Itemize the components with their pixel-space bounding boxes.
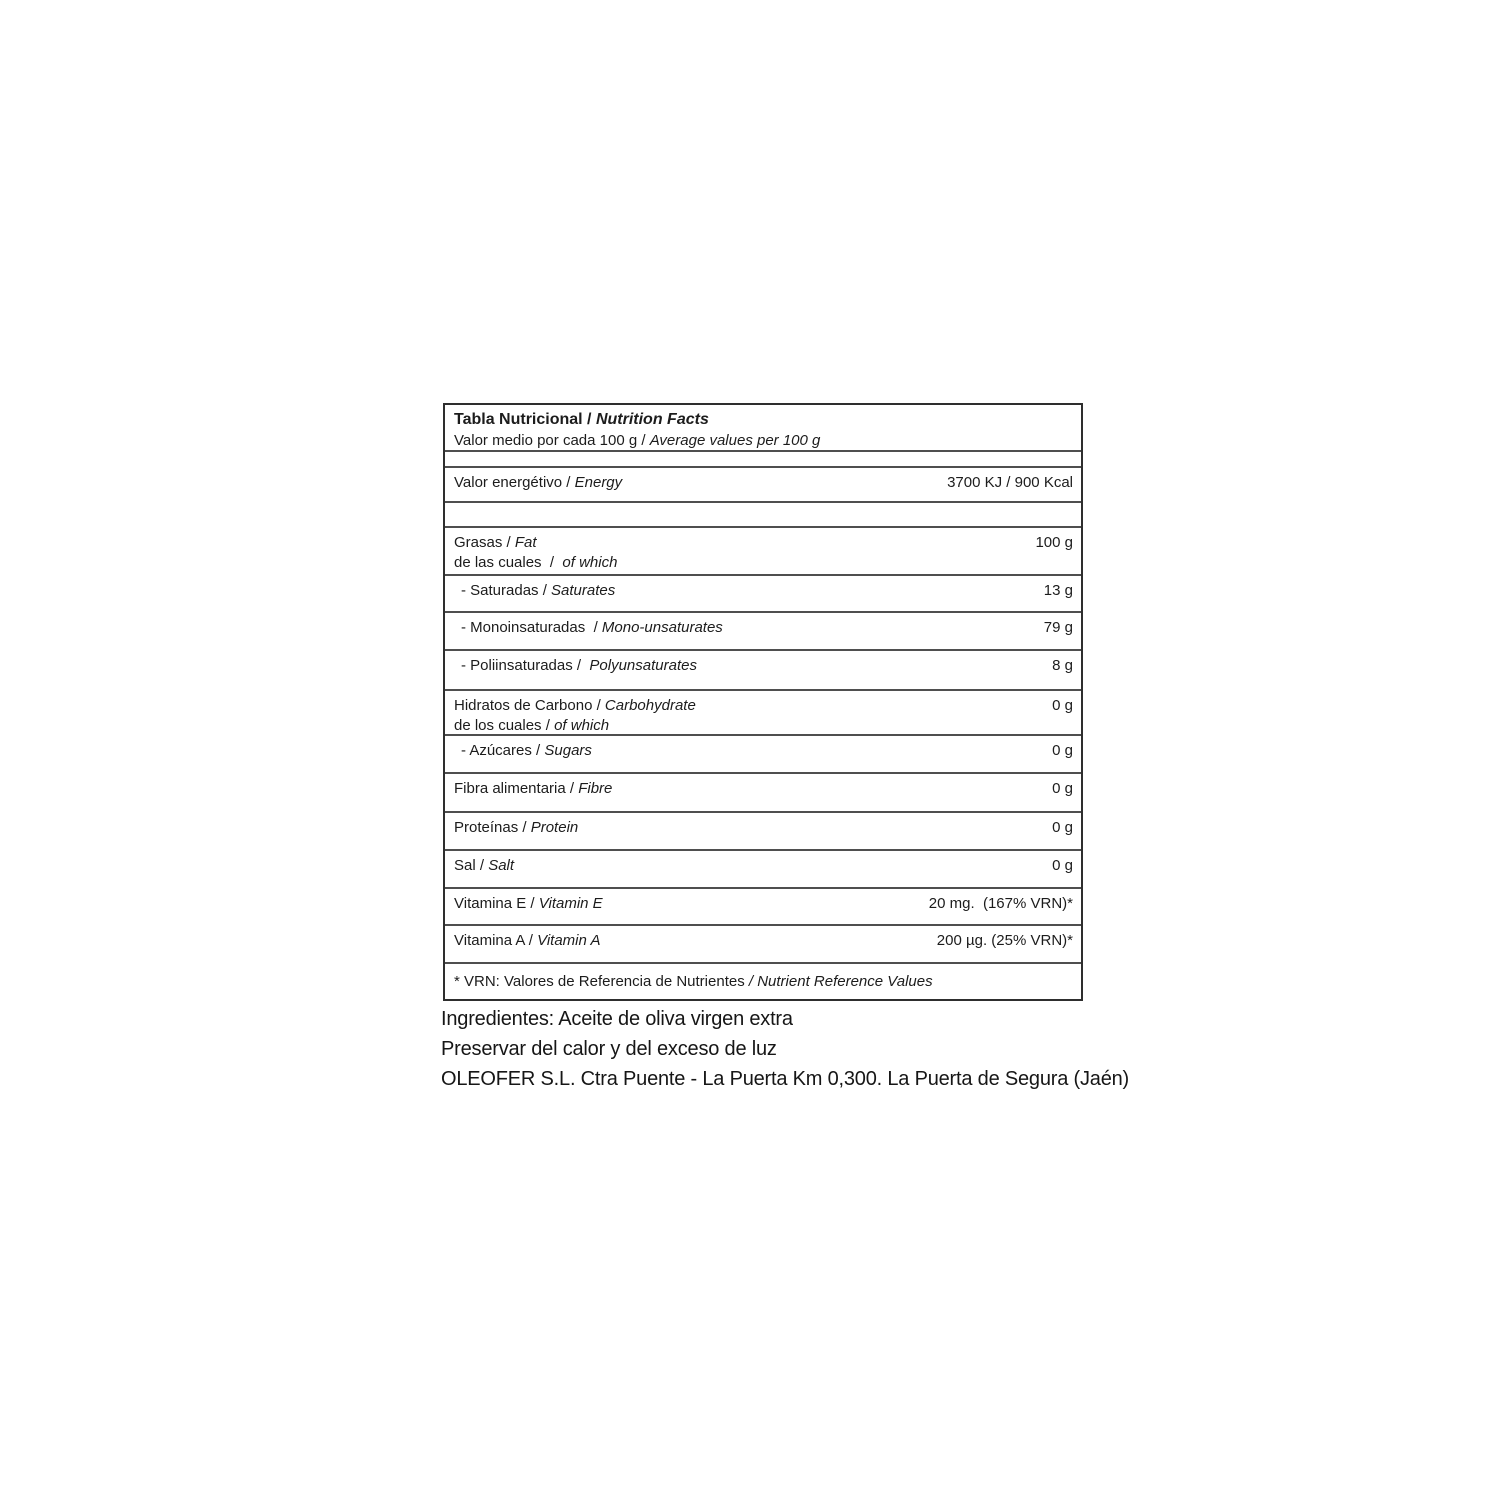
- table-title-en: Nutrition Facts: [595, 411, 709, 428]
- nutrient-label: [454, 856, 514, 875]
- nutrient-label-es: Sal /: [454, 857, 489, 874]
- table-row-carbohydrate: [445, 691, 1081, 736]
- table-subtitle-en: Average values per 100 g: [649, 432, 821, 449]
- nutrient-label-es: - Poliinsaturadas /: [461, 657, 590, 674]
- nutrient-value: 79 g: [1043, 619, 1073, 636]
- nutrient-label: [461, 581, 615, 600]
- label-footer-text: [441, 1004, 1129, 1094]
- table-title-es: Tabla Nutricional /: [454, 411, 596, 428]
- nutrient-label: [461, 618, 723, 637]
- nutrient-label-en: Fat: [514, 534, 537, 551]
- nutrient-value: 20 mg. (167% VRN)*: [928, 895, 1073, 912]
- table-row-fat: [445, 528, 1081, 576]
- nutrient-label: [454, 779, 612, 798]
- nutrient-label-en: Salt: [488, 857, 515, 874]
- footnote: [454, 973, 933, 990]
- nutrient-value: 0 g: [1052, 857, 1073, 874]
- nutrient-label-en: Sugars: [544, 742, 592, 759]
- nutrient-label: [454, 473, 622, 492]
- footnote-es: * VRN: Valores de Referencia de Nutrientes: [454, 973, 749, 990]
- nutrient-sublabel-en: of which: [562, 554, 618, 571]
- nutrient-value: 0 g: [1052, 697, 1073, 714]
- nutrient-value: 3700 KJ / 900 Kcal: [947, 474, 1073, 491]
- nutrient-label-es: - Azúcares /: [461, 742, 545, 759]
- nutrient-value: 0 g: [1052, 742, 1073, 759]
- table-row-vitamin-e: [445, 889, 1081, 926]
- table-row-vitamin-a: [445, 926, 1081, 964]
- spacer-row: [445, 503, 1081, 528]
- nutrient-value: 200 µg. (25% VRN)*: [936, 932, 1073, 949]
- nutrient-value: 8 g: [1052, 657, 1073, 674]
- nutrient-sublabel-es: de los cuales /: [454, 717, 555, 734]
- nutrient-sublabel: [454, 553, 1073, 573]
- table-row-sugars: [445, 736, 1081, 774]
- nutrient-label-en: Vitamin E: [538, 895, 603, 912]
- nutrient-value: 13 g: [1043, 582, 1073, 599]
- nutrient-label: [454, 931, 600, 950]
- nutrient-value: 0 g: [1052, 819, 1073, 836]
- nutrition-facts-table: [443, 403, 1083, 1001]
- nutrient-value: 0 g: [1052, 780, 1073, 797]
- nutrient-label-es: - Monoinsaturadas /: [461, 619, 602, 636]
- nutrient-label-es: Hidratos de Carbono /: [454, 697, 605, 714]
- table-subtitle: [454, 431, 1073, 451]
- nutrient-label-en: Carbohydrate: [604, 697, 696, 714]
- nutrient-label-en: Saturates: [551, 582, 616, 599]
- nutrient-label-en: Mono-unsaturates: [601, 619, 723, 636]
- nutrient-label: [461, 741, 592, 760]
- table-row-energy: [445, 468, 1081, 503]
- nutrient-label: [461, 656, 697, 675]
- nutrient-label-es: Proteínas /: [454, 819, 531, 836]
- nutrient-label-es: Vitamina A /: [454, 932, 538, 949]
- nutrient-value: 100 g: [1035, 534, 1073, 551]
- nutrient-label-es: Fibra alimentaria /: [454, 780, 579, 797]
- nutrient-label-es: Grasas /: [454, 534, 515, 551]
- ingredients-line: Ingredientes: Aceite de oliva virgen extra: [441, 1008, 793, 1030]
- nutrient-sublabel-en: of which: [554, 717, 610, 734]
- producer-line: OLEOFER S.L. Ctra Puente - La Puerta Km 0,300. La Puerta de Segura (Jaén): [441, 1068, 1129, 1090]
- table-title: [454, 409, 1073, 431]
- table-row-protein: [445, 813, 1081, 851]
- nutrient-label-en: Polyunsaturates: [589, 657, 697, 674]
- footnote-en: / Nutrient Reference Values: [748, 973, 933, 990]
- nutrient-label-en: Protein: [530, 819, 579, 836]
- table-subtitle-es: Valor medio por cada 100 g /: [454, 432, 650, 449]
- table-row-salt: [445, 851, 1081, 889]
- nutrient-label-en: Energy: [574, 474, 623, 491]
- nutrient-sublabel-es: de las cuales /: [454, 554, 563, 571]
- table-header-row: [445, 405, 1081, 452]
- table-row-polyunsaturates: [445, 651, 1081, 691]
- nutrient-sublabel: [454, 716, 1073, 736]
- nutrient-label-es: Vitamina E /: [454, 895, 539, 912]
- nutrient-label: [454, 696, 696, 715]
- nutrient-label-en: Vitamin A: [537, 932, 601, 949]
- table-row-fibre: [445, 774, 1081, 813]
- table-footnote-row: [445, 964, 1081, 999]
- table-row-mono-unsaturates: [445, 613, 1081, 651]
- nutrient-label-es: Valor energétivo /: [454, 474, 575, 491]
- nutrient-label-es: - Saturadas /: [461, 582, 552, 599]
- nutrient-label-en: Fibre: [578, 780, 613, 797]
- storage-line: Preservar del calor y del exceso de luz: [441, 1038, 777, 1060]
- table-row-saturates: [445, 576, 1081, 613]
- nutrient-label: [454, 894, 603, 913]
- spacer-row: [445, 452, 1081, 468]
- nutrient-label: [454, 818, 578, 837]
- nutrient-label: [454, 533, 537, 552]
